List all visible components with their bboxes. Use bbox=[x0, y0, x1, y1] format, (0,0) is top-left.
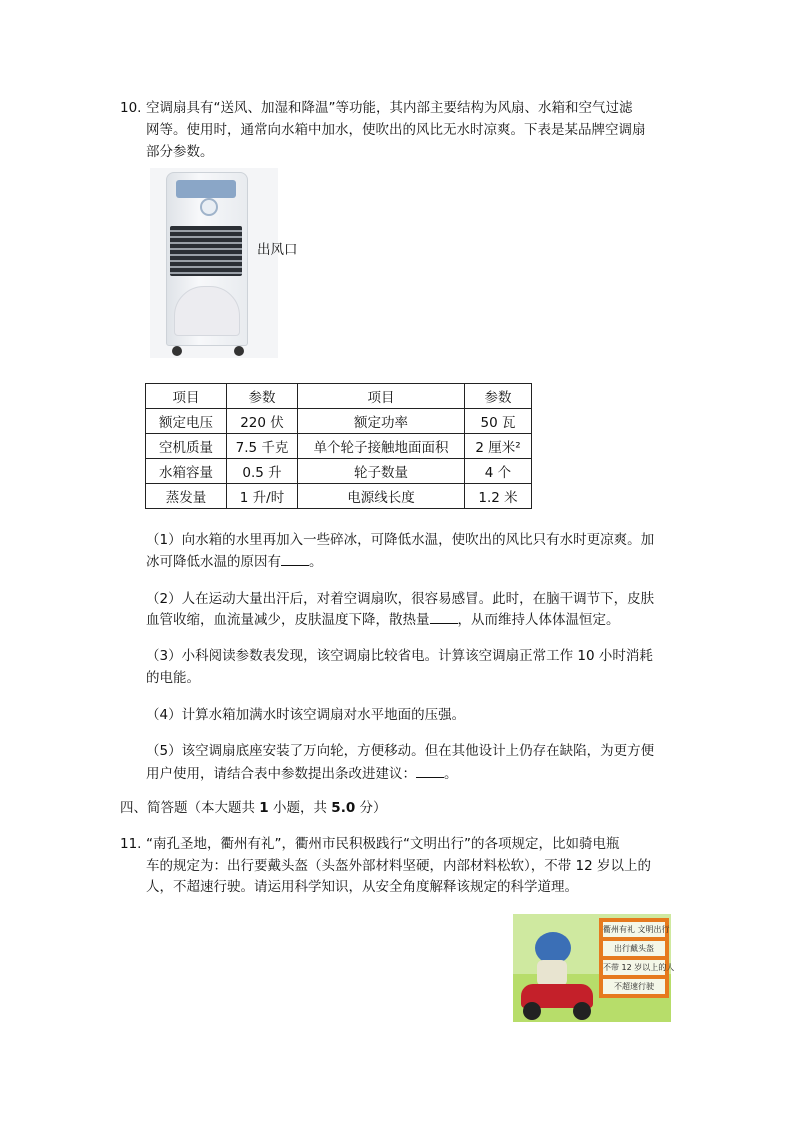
sub-question-2-text: 血管收缩，血流量减少，皮肤温度下降，散热量 bbox=[146, 612, 430, 628]
table-cell: 蒸发量 bbox=[146, 484, 227, 509]
table-cell: 额定电压 bbox=[146, 409, 227, 434]
sign-tag: 出行戴头盔 bbox=[603, 941, 665, 956]
table-header-row bbox=[146, 384, 532, 409]
table-header-cell: 项目 bbox=[146, 384, 227, 409]
sub-question-2-line-2 bbox=[146, 609, 620, 631]
table-header-cell: 参数 bbox=[227, 384, 298, 409]
tire-icon bbox=[523, 1002, 541, 1020]
sub-question-2-end: ，从而维持人体体温恒定。 bbox=[457, 612, 620, 628]
table-row bbox=[146, 484, 532, 509]
air-cooler-image bbox=[150, 168, 278, 358]
sign-tag: 不超速行驶 bbox=[603, 979, 665, 994]
table-cell: 50 瓦 bbox=[465, 409, 532, 434]
table-cell: 空机质量 bbox=[146, 434, 227, 459]
sub-question-3-line-1: （3）小科阅读参数表发现，该空调扇比较省电。计算该空调扇正常工作 10 小时消耗 bbox=[146, 648, 653, 664]
table-header-cell: 参数 bbox=[465, 384, 532, 409]
sub-question-1-line-2 bbox=[146, 551, 323, 573]
table-cell: 轮子数量 bbox=[298, 459, 465, 484]
control-dial-icon bbox=[200, 198, 218, 216]
question-11-line-3: 人，不超速行驶。请运用科学知识，从安全角度解释该规定的科学道理。 bbox=[146, 879, 578, 895]
table-row bbox=[146, 409, 532, 434]
front-grille bbox=[174, 286, 240, 336]
sub-question-1-line-1: （1）向水箱的水里再加入一些碎冰，可降低水温，使吹出的风比只有水时更凉爽。加 bbox=[146, 532, 655, 548]
question-11-line-1: “南孔圣地，衢州有礼”，衢州市民积极践行“文明出行”的各项规定，比如骑电瓶 bbox=[146, 836, 620, 852]
sub-question-1-text: 冰可降低水温的原因有 bbox=[146, 554, 281, 570]
answer-blank[interactable] bbox=[430, 609, 458, 624]
answer-blank[interactable] bbox=[416, 763, 444, 778]
section-title-middle: 小题，共 bbox=[268, 800, 332, 816]
table-header-cell: 项目 bbox=[298, 384, 465, 409]
question-11-line-2: 车的规定为：出行要戴头盔（头盔外部材料坚硬，内部材料松软），不带 12 岁以上的 bbox=[146, 858, 652, 874]
table-cell: 额定功率 bbox=[298, 409, 465, 434]
sign-tag: 不带 12 岁以上的人 bbox=[603, 960, 665, 975]
answer-blank[interactable] bbox=[281, 551, 309, 566]
parameter-table bbox=[145, 383, 532, 509]
question-10-intro-line-1: 空调扇具有“送风、加湿和降温”等功能，其内部主要结构为风扇、水箱和空气过滤 bbox=[146, 100, 633, 116]
sub-question-5-end: 。 bbox=[444, 766, 458, 782]
question-11-number: 11. bbox=[120, 836, 142, 852]
section-title-prefix: 四、简答题（本大题共 bbox=[120, 800, 260, 816]
table-cell: 7.5 千克 bbox=[227, 434, 298, 459]
table-cell: 水箱容量 bbox=[146, 459, 227, 484]
sign-tag: 衢州有礼 文明出行 bbox=[603, 922, 665, 937]
section-title-suffix: 分） bbox=[355, 800, 387, 816]
rider-figure bbox=[537, 960, 567, 986]
question-10-number: 10. bbox=[120, 100, 142, 116]
table-cell: 220 伏 bbox=[227, 409, 298, 434]
table-cell: 单个轮子接触地面面积 bbox=[298, 434, 465, 459]
sub-question-2-line-1: （2）人在运动大量出汗后，对着空调扇吹，很容易感冒。此时，在脑干调节下，皮肤 bbox=[146, 591, 655, 607]
rules-sign bbox=[599, 918, 675, 998]
table-cell: 4 个 bbox=[465, 459, 532, 484]
table-cell: 1 升/时 bbox=[227, 484, 298, 509]
sub-question-5-line-1: （5）该空调扇底座安装了万向轮，方便移动。但在其他设计上仍存在缺陷，为更方便 bbox=[146, 743, 655, 759]
section-4-heading bbox=[120, 797, 387, 819]
wheel-icon bbox=[172, 346, 182, 356]
control-panel-icon bbox=[176, 180, 236, 198]
wheel-icon bbox=[234, 346, 244, 356]
air-outlet-vent bbox=[170, 226, 242, 276]
question-10-intro-line-3: 部分参数。 bbox=[146, 144, 214, 160]
question-10-intro-line-2: 网等。使用时，通常向水箱中加水，使吹出的风比无水时凉爽。下表是某品牌空调扇 bbox=[146, 122, 646, 138]
table-row bbox=[146, 434, 532, 459]
sub-question-3-line-2: 的电能。 bbox=[146, 670, 200, 686]
sub-question-4-line-1: （4）计算水箱加满水时该空调扇对水平地面的压强。 bbox=[146, 707, 466, 723]
table-cell: 1.2 米 bbox=[465, 484, 532, 509]
air-outlet-label: 出风口 bbox=[257, 242, 298, 258]
sub-question-1-end: 。 bbox=[309, 554, 323, 570]
table-cell: 2 厘米² bbox=[465, 434, 532, 459]
sub-question-5-text: 用户使用，请结合表中参数提出条改进建议： bbox=[146, 766, 416, 782]
section-score: 5.0 bbox=[331, 800, 356, 816]
table-cell: 电源线长度 bbox=[298, 484, 465, 509]
section-question-count: 1 bbox=[259, 800, 269, 816]
sub-question-5-line-2 bbox=[146, 763, 458, 785]
tire-icon bbox=[573, 1002, 591, 1020]
civilized-travel-image bbox=[513, 914, 675, 1022]
table-cell: 0.5 升 bbox=[227, 459, 298, 484]
table-row bbox=[146, 459, 532, 484]
